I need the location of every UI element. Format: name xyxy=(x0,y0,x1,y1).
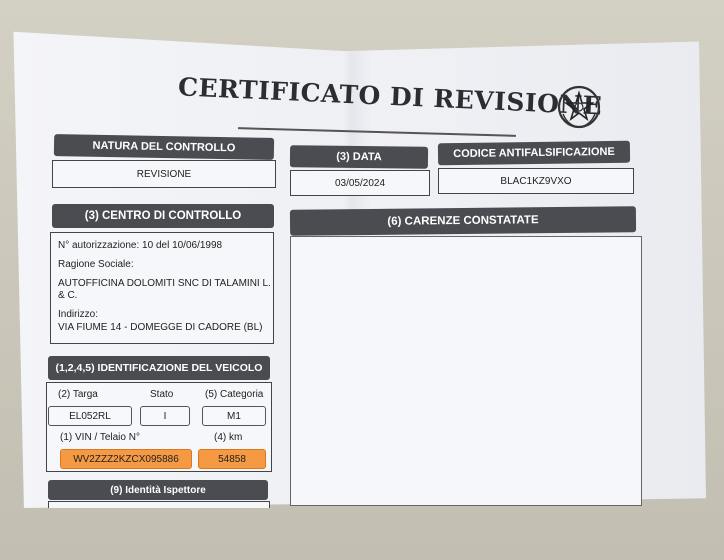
data-value: 03/05/2024 xyxy=(290,170,430,196)
codice-value: BLAC1KZ9VXO xyxy=(438,168,634,194)
categoria-value: M1 xyxy=(202,406,266,426)
vin-value: WV2ZZZ2KZCX095886 xyxy=(60,449,192,469)
italian-emblem-icon xyxy=(556,84,602,130)
km-label: (4) km xyxy=(214,432,243,443)
centro-header: (3) CENTRO DI CONTROLLO xyxy=(52,204,274,228)
ragione-value-line2: & C. xyxy=(58,290,78,301)
ragione-label: Ragione Sociale: xyxy=(58,259,134,270)
targa-label: (2) Targa xyxy=(58,389,98,400)
vin-label: (1) VIN / Telaio N° xyxy=(60,432,140,443)
natura-header: NATURA DEL CONTROLLO xyxy=(54,134,274,160)
targa-value: EL052RL xyxy=(48,406,132,426)
ispettore-header: (9) Identità Ispettore xyxy=(48,480,268,500)
autorizzazione-text: N° autorizzazione: 10 del 10/06/1998 xyxy=(58,240,223,251)
document-title: CERTIFICATO DI REVISIONE xyxy=(177,72,603,121)
codice-header: CODICE ANTIFALSIFICAZIONE xyxy=(438,141,630,166)
categoria-label: (5) Categoria xyxy=(205,389,264,400)
stato-label: Stato xyxy=(150,389,174,400)
km-value: 54858 xyxy=(198,449,266,469)
carenze-box xyxy=(290,236,642,506)
ragione-value-line1: AUTOFFICINA DOLOMITI SNC DI TALAMINI L. xyxy=(58,278,271,289)
carenze-header: (6) CARENZE CONSTATATE xyxy=(290,206,636,236)
indirizzo-label: Indirizzo: xyxy=(58,309,99,320)
natura-value: REVISIONE xyxy=(52,160,276,188)
data-header: (3) DATA xyxy=(290,145,428,168)
stato-value: I xyxy=(140,406,190,426)
veicolo-header: (1,2,4,5) IDENTIFICAZIONE DEL VEICOLO xyxy=(48,356,270,380)
indirizzo-value: VIA FIUME 14 - DOMEGGE DI CADORE (BL) xyxy=(58,322,263,333)
ispettore-box xyxy=(48,501,270,508)
